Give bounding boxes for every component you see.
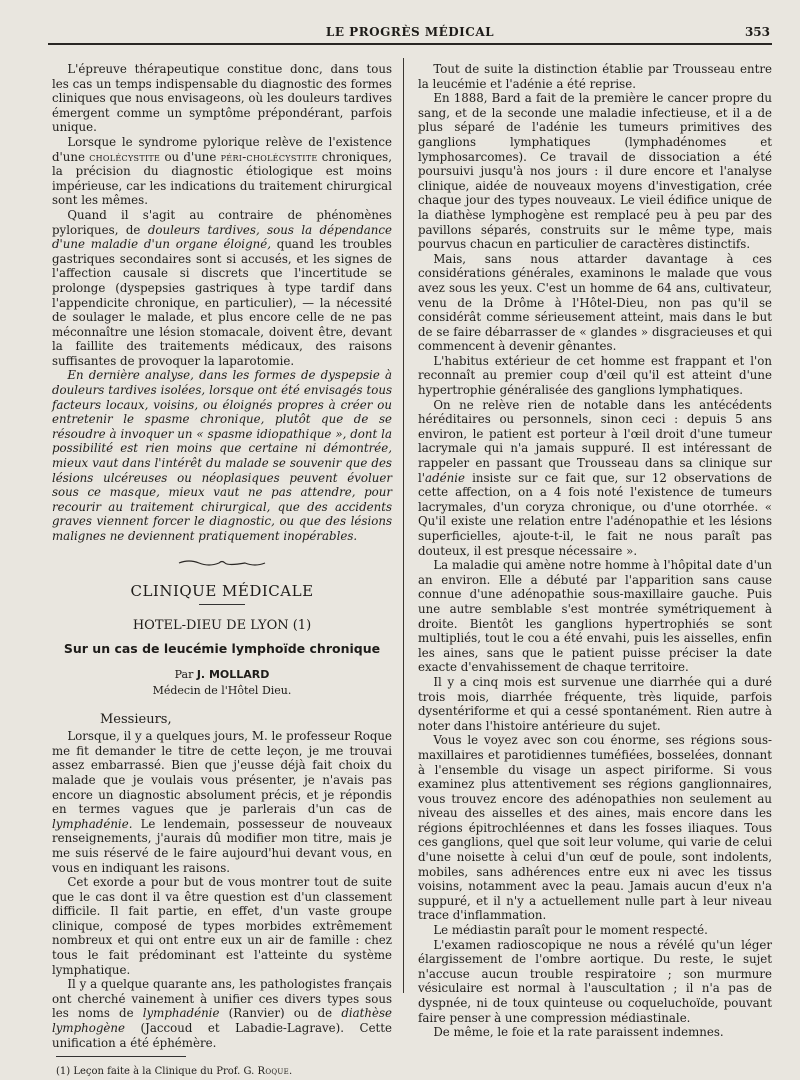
paragraph: Il y a quelque quarante ans, les pathologistes français ont cherché vainement à unifier ces divers types sous les noms de lymphadénie (Ranvier) ou de diathèse lymphogène (Jaccoud et Labadie-Lagrave). Cette unification a été éphémère. xyxy=(52,977,393,1050)
paragraph: De même, le foie et la rate paraissent indemnes. xyxy=(433,1025,724,1040)
author-name: J. MOLLARD xyxy=(196,668,270,682)
column-divider xyxy=(403,58,404,993)
hospital-heading: HOTEL-DIEU DE LYON (1) xyxy=(132,618,312,634)
author-affiliation: Médecin de l'Hôtel Dieu. xyxy=(152,683,292,697)
paragraph: Vous le voyez avec son cou énorme, ses régions sous-maxillaires et parotidiennes tuméfiées, bosselées, donnant à l'ensemble du visage un aspect piriforme. Si vous examinez plus attentivement ses régions ganglionnaires, vous trouvez encore des adénopathies non seulement au niveau des aisselles et des aines, mais encore dans les régions épitrochléennes et dans les fosses iliaques. Tous ces ganglions, quel que soit leur volume, qui varie de celui d'une noisette à celui d'un œuf de poule, sont indolents, mobiles, sans adhérences entre eux ni avec les tissus voisins, notamment avec la peau. Jamais aucun d'eux n'a suppuré, et il n'y a actuellement nulle part à leur niveau trace d'inflammation. xyxy=(418,733,772,923)
article-title: Sur un cas de leucémie lymphoïde chronique xyxy=(63,640,381,656)
paragraph: La maladie qui amène notre homme à l'hôpital date d'un an environ. Elle a débuté par l'apparition sans cause connue d'une adénopathie sous-maxillaire gauche. Puis une autre semblable s'est montrée symétriquement à droite. Bientôt les ganglions hypertrophiés se sont multipliés, tout le cou a été envahi, puis les aisselles, enfin les aines, sans que le patient puisse préciser la date exacte d'envahissement de chaque territoire. xyxy=(418,558,773,675)
paragraph: L'épreuve thérapeutique constitue donc, dans tous les cas un temps indispensable du diagnostic des formes cliniques que nous envisageons, où les douleurs tardives émergent comme un symptôme prépondérant, parfois unique. xyxy=(52,62,392,135)
paragraph: L'habitus extérieur de cet homme est frappant et l'on reconnaît au premier coup d'œil qu'il est atteint d'une hypertrophie généralisée des ganglions lymphatiques. xyxy=(418,353,772,398)
paragraph: Il y a cinq mois est survenue une diarrhée qui a duré trois mois, diarrhée fréquente, très liquide, parfois dysentériforme et qui a cessé spontanément. Rien autre à noter dans l'histoire antérieure du sujet. xyxy=(418,674,772,733)
section-title: CLINIQUE MÉDICALE xyxy=(130,581,314,600)
ornament-divider xyxy=(52,558,392,568)
footnote-rule xyxy=(56,1056,186,1057)
journal-title: LE PROGRÈS MÉDICAL xyxy=(325,25,495,39)
paragraph: En 1888, Bard a fait de la première le cancer propre du sang, et de la seconde une maladie infectieuse, et il a de plus séparé de l'adénie les tumeurs primitives des ganglions lymphatiques (lymphadénomes et lymphosarcomes). Ce travail de dissociation a été poursuivi jusqu'à nos jours : il dure encore et l'analyse clinique, aidée de nouveaux moyens d'investigation, crée chaque jour des types nouveaux. Le vieil édifice unique de la diathèse lymphogène est remplacé peu à peu par des pavillons séparés, construits sur le même type, mais pourvus chacun en particulier de caractères distinctifs. xyxy=(418,91,772,252)
salutation: Messieurs, xyxy=(100,711,172,727)
paragraph: Lorsque le syndrome pylorique relève de l'existence d'une cholécystite ou d'une péri-cholécystite chroniques, la précision du diagnostic étiologique est moins impérieuse, car les indications du traitement chirurgical sont les mêmes. xyxy=(52,134,392,208)
header-rule xyxy=(48,43,772,45)
running-header xyxy=(50,22,770,44)
paragraph: Cet exorde a pour but de vous montrer tout de suite que le cas dont il va être question est d'un classement difficile. Il fait partie, en effet, d'un vaste groupe clinique, composé de types morbides extrêmement nombreux et qui ont entre eux un air de famille : chez tous le fait prédominant est l'atteinte du système lymphatique. xyxy=(52,875,392,977)
left-column xyxy=(52,62,393,1078)
byline: Par J. MOLLARD xyxy=(174,668,270,682)
page-number: 353 xyxy=(744,25,770,39)
paragraph: On ne relève rien de notable dans les antécédents héréditaires ou personnels, sinon ceci : depuis 5 ans environ, le patient est porteur à l'œil droit d'une tumeur lacrymale qui n'a jamais suppuré. Il est intéressant de rappeler en passant que Trousseau dans sa clinique sur l'adénie insiste sur ce fait que, sur 12 observations de cette affection, on a 4 fois noté l'existence de tumeurs lacrymales, d'un coryza chronique, ou d'une otorrhée. « Qu'il existe une relation entre l'adénopathie et les lésions superficielles, ajoute-t-il, le fait ne nous paraît pas douteux, il est presque nécessaire ». xyxy=(418,397,772,558)
flourish-icon xyxy=(177,558,267,568)
paragraph: En dernière analyse, dans les formes de dyspepsie à douleurs tardives isolées, lorsque ont été envisagés tous facteurs locaux, voisins, ou éloignés propres à créer ou entretenir le spasme chronique, plutôt que de se résoudre à invoquer un « spasme idiopathique », dont la possibilité est rien moins que certaine ni démontrée, mieux vaut dans l'intérêt du malade se souvenir que des lésions ulcéreuses ou néoplasiques peuvent évoluer sous ce masque, mieux vaut ne pas attendre, pour recourir au traitement chirurgical, que des accidents graves viennent forcer le diagnostic, ou que des lésions malignes ne deviennent pratiquement inopérables. xyxy=(52,368,392,543)
right-column xyxy=(418,62,773,1040)
paragraph: Le médiastin paraît pour le moment respecté. xyxy=(433,923,708,938)
paragraph: Quand il s'agit au contraire de phénomènes pyloriques, de douleurs tardives, sous la dépendance d'une maladie d'un organe éloigné, quand les troubles gastriques secondaires sont si accusés, et les signes de l'affection causale si discrets que l'incertitude se prolonge (dyspepsies gastriques à type tardif dans l'appendicite chronique, en particulier), — la nécessité de soulager le malade, et plus encore celle de ne pas méconnaître une lésion stomacale, doivent être, devant la faillite des traitements médicaux, des raisons suffisantes de provoquer la laparotomie. xyxy=(52,207,392,368)
paragraph: Mais, sans nous attarder davantage à ces considérations générales, examinons le malade que vous avez sous les yeux. C'est un homme de 64 ans, cultivateur, venu de la Drôme à l'Hôtel-Dieu, non pas qu'il se considérât comme sérieusement atteint, mais dans le but de se faire débarrasser de « glandes » disgracieuses et qui commencent à devenir gênantes. xyxy=(418,251,772,354)
section-rule xyxy=(199,604,245,605)
paragraph: L'examen radioscopique ne nous a révélé qu'un léger élargissement de l'ombre aortique. Du reste, le sujet n'accuse aucun trouble respiratoire ; son murmure vésiculaire est normal à l'auscultation ; il n'a pas de dyspnée, ni de toux quinteuse ou coqueluchoïde, pouvant faire penser à une compression médiastinale. xyxy=(418,937,772,1025)
footnote: (1) Leçon faite à la Clinique du Prof. G. Roque. xyxy=(56,1066,293,1078)
paragraph: Lorsque, il y a quelques jours, M. le professeur Roque me fit demander le titre de cette leçon, je me trouvai assez embarrassé. Bien que j'eusse déjà fait choix du malade que je voulais vous présenter, je n'avais pas encore un diagnostic absolument précis, et je répondis en termes vagues que je parlerais d'un cas de lymphadénie. Le lendemain, possesseur de nouveaux renseignements, j'aurais dû modifier mon titre, mais je me suis réservé de le faire aujourd'hui devant vous, en vous en indiquant les raisons. xyxy=(52,729,393,875)
paragraph: Tout de suite la distinction établie par Trousseau entre la leucémie et l'adénie a été reprise. xyxy=(418,62,772,91)
